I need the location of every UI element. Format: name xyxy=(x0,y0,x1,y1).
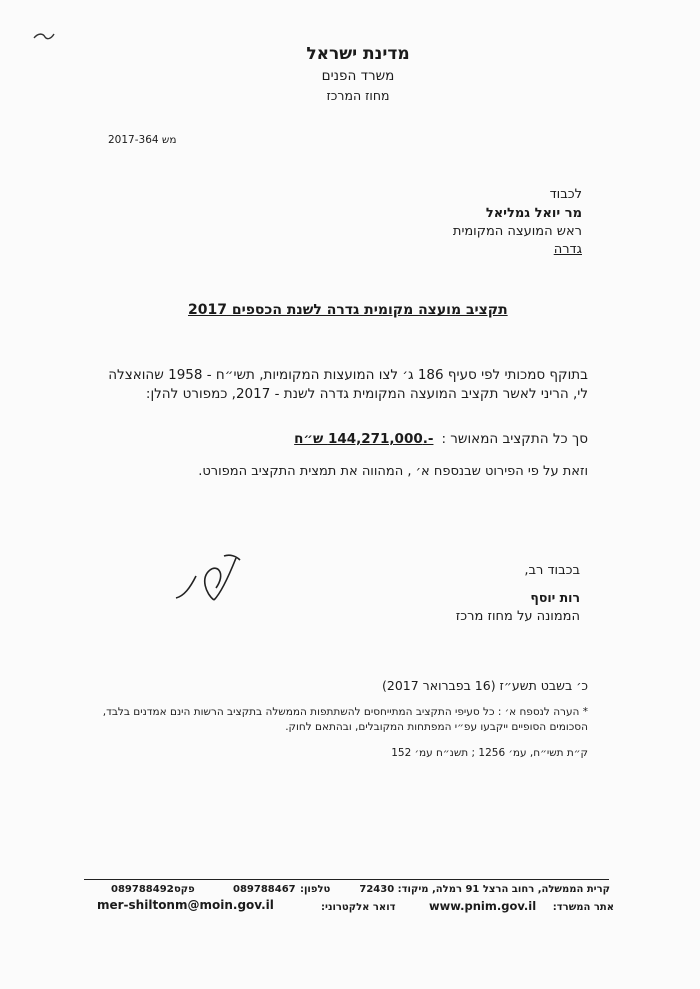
addressee-place: גדרה xyxy=(553,242,582,257)
footer-phone: 089788467 xyxy=(233,884,296,895)
addressee-title: ראש המועצה המקומית xyxy=(452,224,582,239)
footer-fax: 089788492 xyxy=(111,884,174,895)
signature-title: הממונה על מחוז מרכז xyxy=(455,609,580,624)
footer-site-link[interactable]: www.pnim.gov.il xyxy=(429,899,537,913)
appendix-note: * הערה לנספח א׳ : כל סעיפי התקציב המתייחסים להשתתפות הממשלה בתקציב הרשות הינם אמדנים בלבד, הסכומים הסופיים ייקבעו עפ״י המפתחות המקובלים, ובהתאם לחוק. xyxy=(102,706,588,733)
header-district: מחוז המרכז xyxy=(326,88,390,103)
body-paragraph: בתוקף סמכותי לפי סעיף 186 ג׳ לצו המועצות המקומיות, תשי״ח - 1958 שהואצלה לי, הריני לאשר תקציב המועצה המקומית גדרה לשנת - 2017, כמפורט להלן: xyxy=(108,367,588,402)
footer-email-link[interactable]: mer-shiltonm@moin.gov.il xyxy=(97,898,274,912)
signature-greeting: בכבוד רב, xyxy=(524,563,580,578)
header-state: מדינת ישראל xyxy=(306,44,410,64)
signature-name: רות יוסף xyxy=(530,590,580,605)
reference-number: מש 2017-364 xyxy=(108,134,177,146)
footer-divider xyxy=(84,879,609,880)
addressee-salutation: לכבוד xyxy=(549,187,582,202)
approved-budget-row xyxy=(294,431,588,447)
signature-scribble xyxy=(166,548,256,608)
body-detail: וזאת על פי הפירוט שבנספח א׳ , המהווה את תמצית התקציב המפורט. xyxy=(198,464,588,479)
footer-address: קרית הממשלה, רחוב הרצל 91 רמלה, מיקוד: 72430 xyxy=(359,884,610,895)
legal-citation: ק״ת תשי״ח, עמ׳ 1256 ; תשנ״ח עמ׳ 152 xyxy=(391,747,588,759)
addressee-name: מר יואל גמליאל xyxy=(485,206,582,221)
letter-date: כ׳ בשבט תשע״ז (16 בפברואר 2017) xyxy=(382,678,588,693)
approved-amount: -.144,271,000 ש״ח xyxy=(294,431,434,447)
footer-email-label: דואר אלקטרוני: xyxy=(321,902,396,913)
footer-site-label: אתר המשרד: xyxy=(552,902,614,913)
footer-phone-label: טלפון: xyxy=(300,884,331,895)
letter-subject: תקציב מועצה מקומית גדרה לשנת הכספים 2017 xyxy=(188,302,508,318)
footer-fax-label: פקס: xyxy=(170,884,195,895)
approved-label: סך כל התקציב המאושר : xyxy=(441,431,588,447)
header-ministry: משרד הפנים xyxy=(321,68,395,84)
handwritten-mark xyxy=(32,30,56,44)
